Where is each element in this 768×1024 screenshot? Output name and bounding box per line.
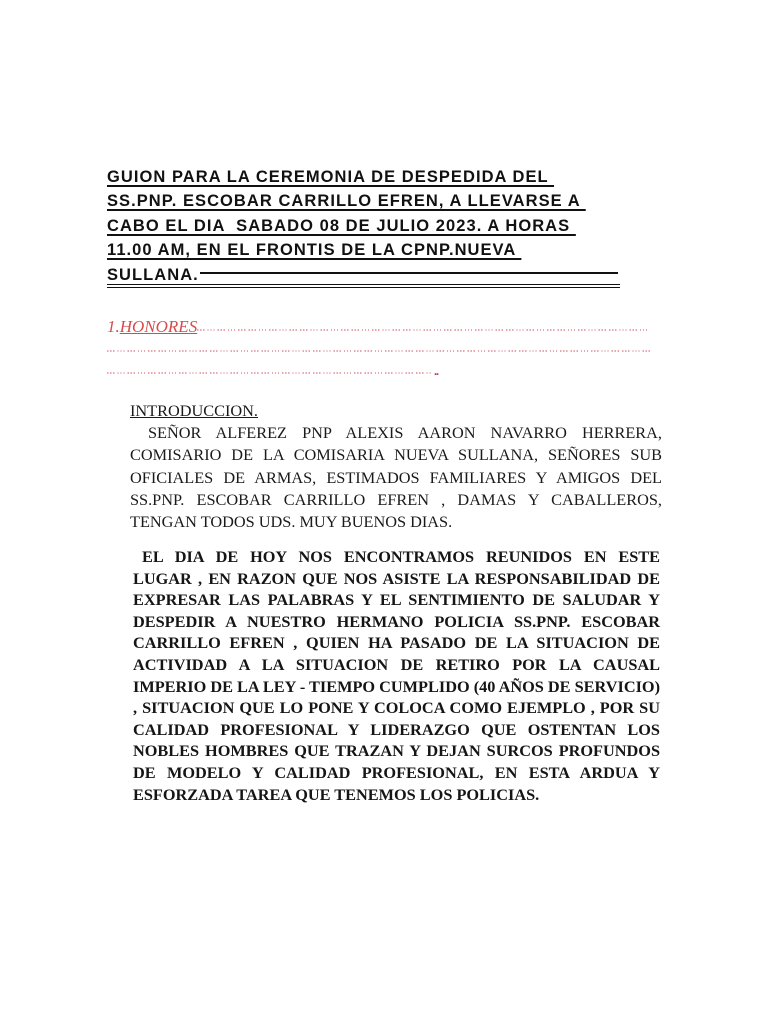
body-paragraph: [133, 546, 660, 805]
title-line-3: CABO EL DIA SABADO 08 DE JULIO 2023. A HORAS: [107, 216, 576, 235]
dot-leader: [107, 372, 432, 374]
title-line-4: 11.00 AM, EN EL FRONTIS DE LA CPNP.NUEVA: [107, 241, 522, 260]
title-line-2: SS.PNP. ESCOBAR CARRILLO EFREN, A LLEVARSE A: [107, 192, 586, 211]
title-line-1: GUION PARA LA CEREMONIA DE DESPEDIDA DEL: [107, 168, 555, 186]
title-line-5: [107, 263, 627, 287]
dot-leader: [197, 329, 647, 331]
introduccion-heading: INTRODUCCION.: [130, 401, 258, 420]
title-line-5-text: SULLANA.: [107, 265, 199, 284]
introduccion-section: [130, 400, 662, 533]
title-double-underline: [107, 284, 620, 288]
body-paragraph-text: EL DIA DE HOY NOS ENCONTRAMOS REUNIDOS EN ESTE LUGAR , EN RAZON QUE NOS ASISTE LA RESPONSABILIDAD DE EXPRESAR LAS PALABRAS Y EL SENTIMIENTO DE SALUDAR Y DESPEDIR A NUESTRO HERMANO POLICIA SS.PNP. ESCOBAR CARRILLO EFREN , QUIEN HA PASADO DE LA SITUACION DE ACTIVIDAD A LA SITUACION DE RETIRO POR LA CAUSAL IMPERIO DE LA LEY - TIEMPO CUMPLIDO (40 AÑOS DE SERVICIO) , SITUACION QUE LO PONE Y COLOCA COMO EJEMPLO , POR SU CALIDAD PROFESIONAL Y LIDERAZGO QUE OSTENTAN LOS NOBLES HOMBRES QUE TRAZAN Y DEJAN SURCOS PROFUNDOS DE MODELO Y CALIDAD PROFESIONAL, EN ESTA ARDUA Y ESFORZADA TAREA QUE TENEMOS LOS POLICIAS.: [133, 547, 660, 804]
dot-leader-end-marks: ..: [434, 364, 438, 378]
dot-leader: [107, 350, 652, 352]
honores-line-2: [107, 338, 657, 360]
honores-line-1: [107, 316, 657, 338]
title-trailing-dash-rule: [200, 272, 618, 274]
introduccion-paragraph: [130, 422, 662, 533]
section-honores: [107, 316, 657, 382]
section-label: HONORES: [119, 317, 198, 336]
introduccion-text: SEÑOR ALFEREZ PNP ALEXIS AARON NAVARRO HERRERA, COMISARIO DE LA COMISARIA NUEVA SULLANA, SEÑORES SUB OFICIALES DE ARMAS, ESTIMADOS FAMILIARES Y AMIGOS DEL SS.PNP. ESCOBAR CARRILLO EFREN , DAMAS Y CABALLEROS, TENGAN TODOS UDS. MUY BUENOS DIAS.: [130, 423, 662, 532]
document-title: [107, 165, 627, 287]
section-number: 1.: [107, 317, 120, 336]
honores-line-3: [107, 360, 657, 382]
